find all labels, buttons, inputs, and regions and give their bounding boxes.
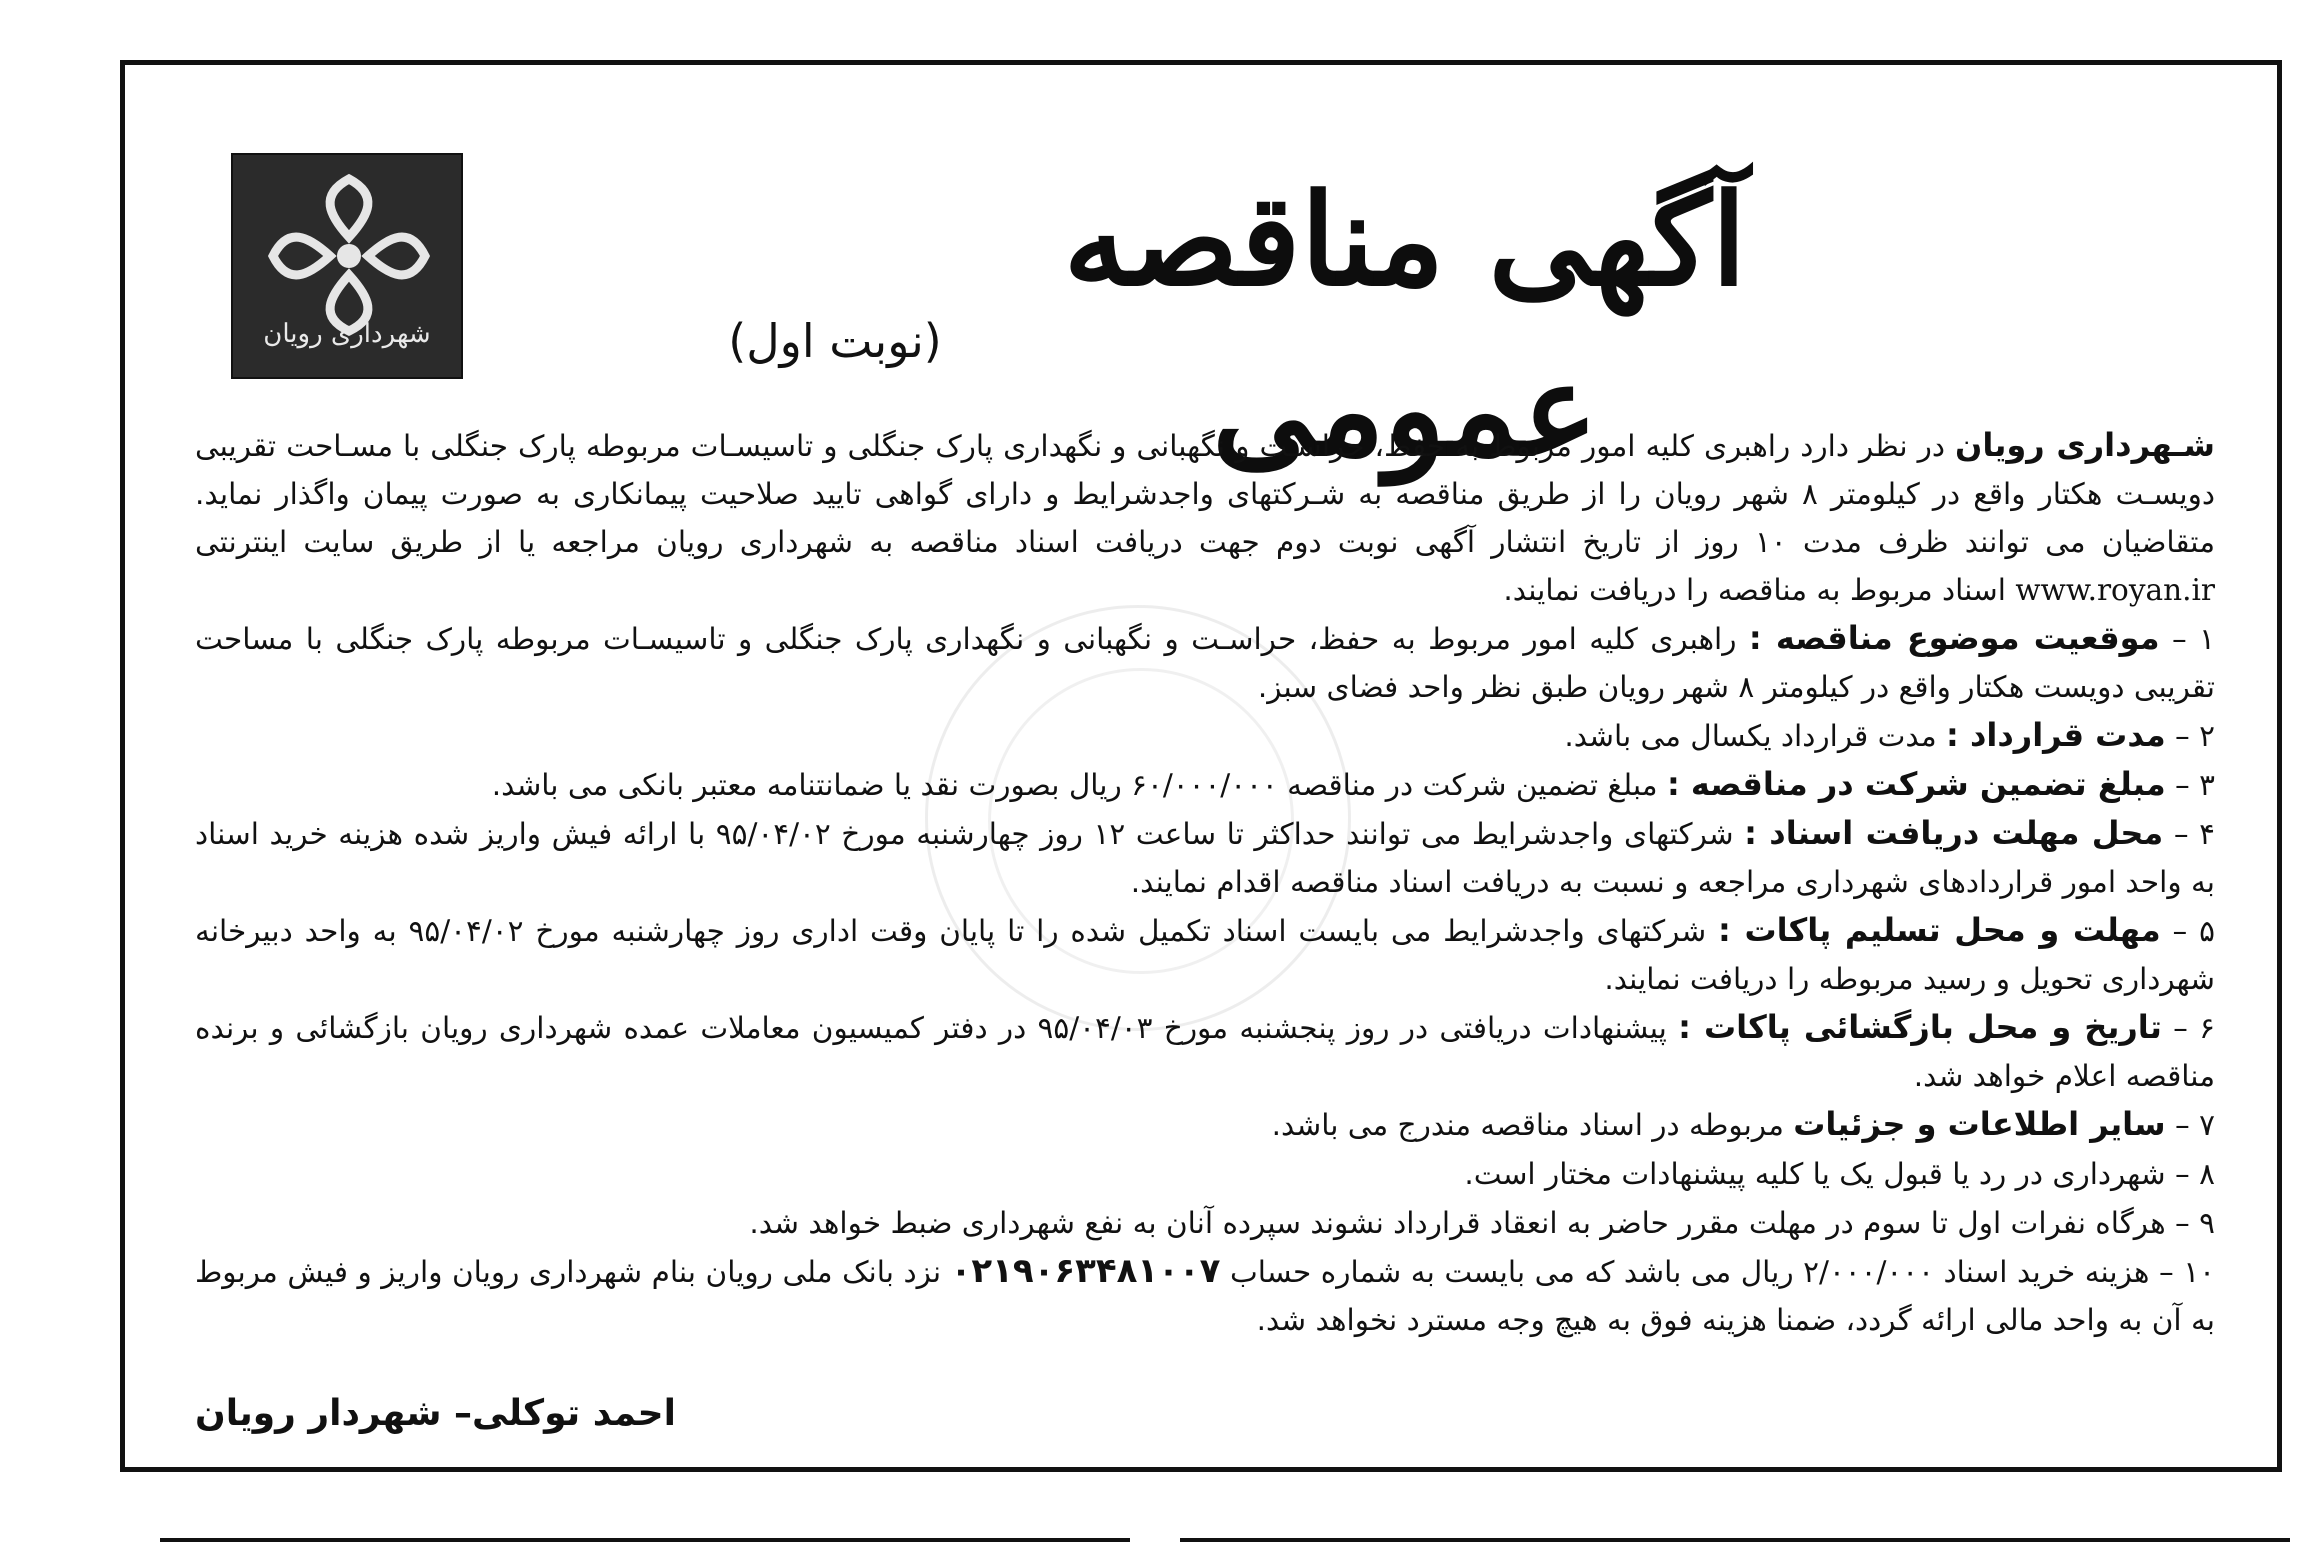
logo-caption: شهرداری رویان (263, 319, 431, 349)
item-text: راهبری کلیه امور مربوط به حفظ، حراسـت و نگهبانی و نگهداری پارک جنگلی و تاسیسـات مربوطه پارک جنگلی با مساحت تقریبی دویست هکتار واقع در کیلومتر ۸ شهر رویان طبق نظر واحد فضای سبز. (195, 622, 2215, 704)
item-number: ۵ – (2160, 914, 2215, 948)
account-number: ۰۲۱۹۰۶۳۴۸۱۰۰۷ (950, 1251, 1221, 1291)
intro-paragraph (195, 421, 2215, 614)
notice-body (195, 421, 2215, 1344)
website-link[interactable]: www.royan.ir (2015, 573, 2215, 607)
item-number: ۹ – (2165, 1206, 2215, 1240)
list-item (195, 1100, 2215, 1149)
item-number: ۸ – (2165, 1157, 2215, 1191)
item-text: شهرداری در رد یا قبول یک یا کلیه پیشنهادات مختار است. (1464, 1157, 2166, 1191)
item-label: مدت قرارداد : (1946, 716, 2166, 754)
list-item (195, 711, 2215, 760)
item-label: سایر اطلاعات و جزئیات (1793, 1105, 2166, 1143)
item-text: هرگاه نفرات اول تا سوم در مهلت مقرر حاضر به انعقاد قرارداد نشوند سپرده آنان به نفع شهرداری ضبط خواهد شد. (749, 1206, 2166, 1240)
item-number: ۱ – (2159, 622, 2215, 656)
list-item (195, 1198, 2215, 1247)
list-item (195, 1003, 2215, 1100)
intro-text-2: اسناد مربوط به مناقصه را دریافت نمایند. (1503, 573, 2016, 607)
item-text: مدت قرارداد یکسال می باشد. (1564, 719, 1947, 753)
list-item (195, 614, 2215, 711)
intro-text-1: در نظر دارد راهبری کلیه امور مربوط به حفظ، حراسـت و نگهبانی و نگهداری پارک جنگلی و تاسیسـات مربوطه پارک جنگلی با مسـاحت تقریبی دویسـت هکتار واقع در کیلومتر ۸ شهر رویان را از طریق مناقصه به شـرکتهای واجدشرایط و دارای گواهی تایید صلاحیت پیمانکاری به صورت پیمان واگذار نماید. متقاضیان می توانند ظرف مدت ۱۰ روز از تاریخ انتشار آگهی نوبت دوم جهت دریافت اسناد مناقصه به شهرداری رویان مراجعه یا از طریق سایت اینترنتی (195, 429, 2215, 559)
bottom-divider-right (1180, 1538, 2290, 1542)
list-item (195, 760, 2215, 809)
item-text: مربوطه در اسناد مناقصه مندرج می باشد. (1271, 1108, 1794, 1142)
list-item (195, 809, 2215, 906)
list-item (195, 906, 2215, 1003)
item-label: موقعیت موضوع مناقصه : (1748, 619, 2160, 657)
bottom-divider-left (160, 1538, 1130, 1542)
item-number: ۷ – (2165, 1108, 2215, 1142)
item-label: محل مهلت دریافت اسناد : (1744, 814, 2164, 852)
intro-org: شـهرداری رویان (1955, 426, 2216, 464)
item-number: ۳ – (2165, 768, 2215, 802)
item-text: شرکتهای واجدشرایط می بایست اسناد تکمیل شده را تا پایان وقت اداری روز چهارشنبه مورخ ۹۵/۰۴/۰۲ به واحد دبیرخانه شهرداری تحویل و رسید مربوطه را دریافت نمایند. (195, 914, 2215, 996)
page-title: آگهی مناقصه عمومی (1063, 166, 1747, 484)
item-text: پیشنهادات دریافتی در روز پنجشنبه مورخ ۹۵/۰۴/۰۳ در دفتر کمیسیون معاملات عمده شهرداری رویان بازگشائی و برنده مناقصه اعلام خواهد شد. (195, 1011, 2215, 1093)
municipality-logo (231, 153, 463, 379)
item-text: نزد بانک ملی رویان بنام شهرداری رویان واریز و فیش مربوط به آن به واحد مالی ارائه گردد، ضمنا هزینه فوق به هیچ وجه مسترد نخواهد شد. (195, 1255, 2215, 1337)
item-number: ۴ – (2163, 817, 2215, 851)
page-subtitle: (نوبت اول) (728, 314, 942, 368)
item-label: تاریخ و محل بازگشائی پاکات : (1678, 1008, 2162, 1046)
item-text: شرکتهای واجدشرایط می توانند حداکثر تا ساعت ۱۲ روز چهارشنبه مورخ ۹۵/۰۴/۰۲ با ارائه فیش واریز شده هزینه خرید اسناد به واحد امور قراردادهای شهرداری مراجعه و نسبت به دریافت اسناد مناقصه اقدام نمایند. (195, 817, 2215, 899)
signature: احمد توکلی– شهردار رویان (195, 1393, 676, 1434)
item-number: ۱۰ – (2149, 1255, 2216, 1289)
item-number: ۶ – (2161, 1011, 2215, 1045)
list-item (195, 1247, 2215, 1344)
list-item (195, 1149, 2215, 1198)
item-number: ۲ – (2165, 719, 2215, 753)
item-text: مبلغ تضمین شرکت در مناقصه ۶۰/۰۰۰/۰۰۰ ریال بصورت نقد یا ضمانتنامه معتبر بانکی می باشد. (491, 768, 1667, 802)
item-text: هزینه خرید اسناد ۲/۰۰۰/۰۰۰ ریال می باشد که می بایست به شماره حساب (1220, 1255, 2150, 1289)
item-label: مبلغ تضمین شرکت در مناقصه : (1666, 765, 2166, 803)
item-label: مهلت و محل تسلیم پاکات : (1718, 911, 2161, 949)
top-cropped-text (600, 0, 1720, 16)
tender-notice (120, 60, 2282, 1472)
